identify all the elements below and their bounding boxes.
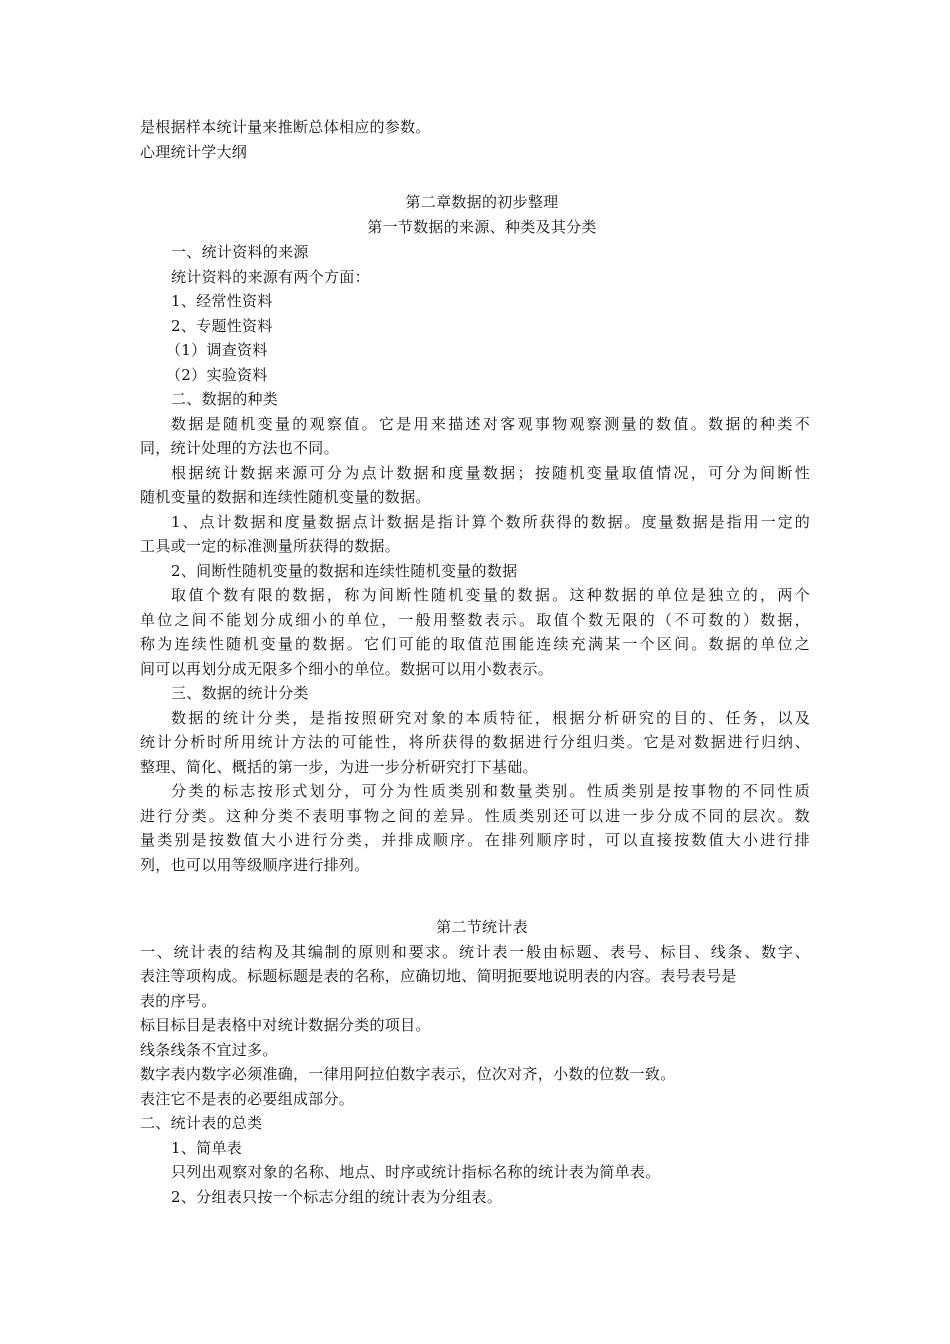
heading: 二、统计表的总类: [140, 1114, 263, 1132]
heading: 2、间断性随机变量的数据和连续性随机变量的数据: [171, 561, 518, 580]
text-line: 表的序号。: [140, 991, 217, 1010]
text-line: 一、统计表的结构及其编制的原则和要求。统计表一般由标题、表号、标目、线条、数字、: [140, 942, 810, 961]
list-item: 2、专题性资料: [171, 316, 273, 335]
text-line: 数据的统计分类，是指按照研究对象的本质特征，根据分析研究的目的、任务，以及: [171, 708, 810, 727]
text-line: 统计分析时所用统计方法的可能性，将所获得的数据进行分组归类。它是对数据进行归纳、: [140, 733, 810, 751]
text-line: 统计资料的来源有两个方面：: [171, 267, 370, 286]
text-line: 取值个数有限的数据，称为间断性随机变量的数据。这种数据的单位是独立的，两个: [171, 586, 810, 604]
text-line: 心理统计学大纲: [140, 142, 248, 161]
heading: 二、数据的种类: [171, 390, 279, 408]
text-line: 表注它不是表的必要组成部分。: [140, 1089, 355, 1108]
section2-body: [0, 915, 950, 1209]
section-title: 第一节数据的来源、种类及其分类: [367, 217, 597, 236]
list-item: （2）实验资料: [166, 365, 268, 384]
text-line: 进行分类。这种分类不表明事物之间的差异。性质类别还可以进一步分成不同的层次。数: [140, 806, 810, 825]
section-title: 第二节统计表: [436, 918, 528, 936]
text-line: 工具或一定的标准测量所获得的数据。: [140, 537, 401, 555]
heading: 一、统计资料的来源: [171, 243, 309, 261]
paragraph: [0, 510, 810, 559]
paragraph: [0, 940, 810, 989]
list-item: （1）调查资料: [166, 341, 268, 359]
paragraph: [0, 412, 810, 461]
list-item: 2、分组表只按一个标志分组的统计表为分组表。: [171, 1187, 503, 1206]
text-line: 数据是随机变量的观察值。它是用来描述对客观事物观察测量的数值。数据的种类不: [171, 414, 810, 433]
text-line: 量类别是按数值大小进行分类，并排成顺序。在排列顺序时，可以直接按数值大小进行排: [140, 831, 810, 849]
text-line: 1、点计数据和度量数据点计数据是指计算个数所获得的数据。度量数据是指用一定的: [171, 512, 810, 531]
text-line: 标目标目是表格中对统计数据分类的项目。: [140, 1016, 431, 1034]
text-line: 分类的标志按形式划分，可分为性质类别和数量类别。性质类别是按事物的不同性质: [171, 782, 810, 800]
chapter-title: 第二章数据的初步整理: [405, 193, 559, 211]
text-line: 只列出观察对象的名称、地点、时序或统计指标名称的统计表为简单表。: [171, 1163, 661, 1181]
heading: 三、数据的统计分类: [171, 684, 309, 702]
text-line: 线条线条不宜过多。: [140, 1040, 278, 1059]
list-item: 1、简单表: [171, 1138, 243, 1157]
text-line: 单位之间不能划分成细小的单位，一般用整数表示。取值个数无限的（不可数的）数据，: [140, 610, 810, 629]
text-line: 称为连续性随机变量的数据。它们可能的取值范围能连续充满某一个区间。数据的单位之: [140, 635, 810, 653]
text-line: 是根据样本统计量来推断总体相应的参数。: [140, 118, 431, 136]
text-line: 同，统计处理的方法也不同。: [140, 439, 339, 457]
text-line: 整理、简化、概括的第一步，为进一步分析研究打下基础。: [140, 757, 538, 776]
paragraph: [0, 706, 810, 780]
text-line: 表注等项构成。标题标题是表的名称，应确切地、简明扼要地说明表的内容。表号表号是: [140, 967, 737, 985]
text-line: 列，也可以用等级顺序进行排列。: [140, 855, 370, 874]
paragraph: [0, 461, 810, 510]
paragraph: [0, 779, 810, 877]
chapter-heading-block: [0, 190, 950, 239]
text-line: 随机变量的数据和连续性随机变量的数据。: [140, 488, 431, 506]
text-line: 根据统计数据来源可分为点计数据和度量数据；按随机变量取值情况，可分为间断性: [171, 463, 810, 482]
top-block: [0, 115, 950, 164]
text-line: 数字表内数字必须准确，一律用阿拉伯数字表示，位次对齐，小数的位数一致。: [140, 1065, 676, 1083]
section1-body: [0, 240, 950, 877]
paragraph: [0, 583, 810, 681]
text-line: 间可以再划分成无限多个细小的单位。数据可以用小数表示。: [140, 659, 554, 678]
list-item: 1、经常性资料: [171, 292, 273, 310]
